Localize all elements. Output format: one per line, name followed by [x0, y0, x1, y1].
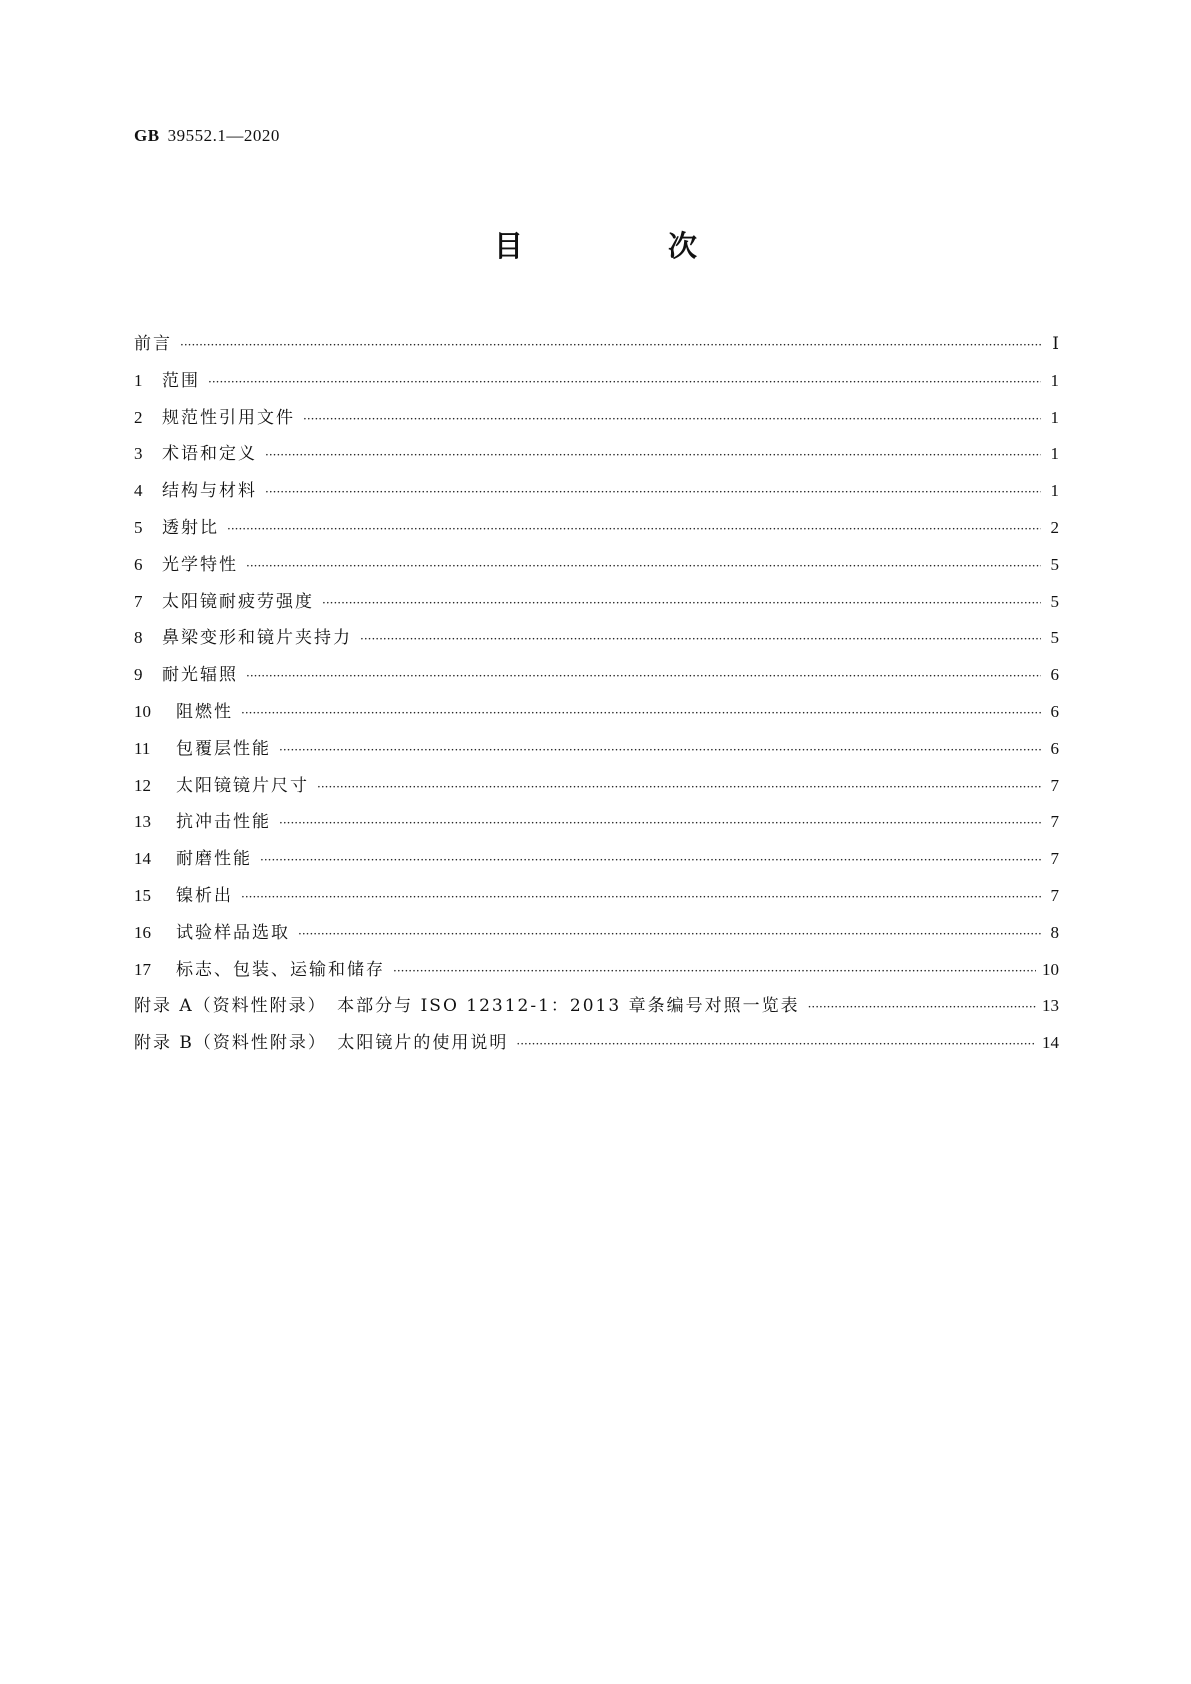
toc-entry-page: 5 [1050, 554, 1059, 574]
toc-entry-page: 1 [1050, 407, 1059, 427]
toc-entry-number: 10 [134, 701, 151, 721]
toc-entry-number: 1 [134, 370, 143, 390]
toc-dot-leader [246, 548, 1041, 585]
toc-entry-page: 5 [1050, 628, 1059, 648]
toc-dot-leader [241, 695, 1041, 732]
toc-entry-page: 7 [1050, 775, 1059, 795]
toc-entry[interactable] [134, 473, 1059, 510]
toc-dot-leader [208, 364, 1041, 401]
toc-entry-number: 3 [134, 444, 143, 464]
toc-entry-label: 结构与材料 [162, 481, 257, 502]
toc-dot-leader [298, 916, 1041, 953]
toc-entry-page: 2 [1050, 517, 1059, 537]
toc-entry-page: 5 [1050, 591, 1059, 611]
toc-entry-label: 术语和定义 [162, 444, 257, 465]
toc-entry[interactable] [134, 657, 1059, 694]
toc-dot-leader [317, 769, 1041, 806]
toc-entry-number: 17 [134, 959, 151, 979]
toc-entry[interactable] [134, 620, 1059, 657]
toc-entry-label: 太阳镜镜片尺寸 [176, 775, 309, 796]
toc-entry-label: 透射比 [162, 517, 219, 538]
toc-entry-label: 附录 A（资料性附录） 本部分与 ISO 12312-1：2013 章条编号对照一览表 [134, 996, 800, 1017]
toc-entry[interactable] [134, 547, 1059, 584]
toc-entry-label: 标志、包装、运输和储存 [176, 959, 385, 980]
toc-entry-label: 包覆层性能 [176, 738, 271, 759]
toc-entry-page: 1 [1050, 481, 1059, 501]
toc-entry-label: 阻燃性 [176, 701, 233, 722]
toc-dot-leader [265, 437, 1041, 474]
toc-entry[interactable] [134, 878, 1059, 915]
toc-entry-number: 5 [134, 517, 143, 537]
toc-entry-label: 前言 [134, 334, 172, 354]
toc-dot-leader [260, 842, 1041, 879]
toc-entry-number: 11 [134, 738, 151, 758]
toc-dot-leader [303, 401, 1041, 438]
toc-entry-label: 太阳镜耐疲劳强度 [162, 591, 314, 612]
toc-entry-label: 试验样品选取 [176, 922, 290, 943]
toc-entry[interactable] [134, 1025, 1059, 1062]
toc-entry[interactable] [134, 952, 1059, 989]
toc-entry-page: 1 [1050, 444, 1059, 464]
toc-dot-leader [322, 585, 1041, 622]
toc-entry-page: 13 [1042, 996, 1059, 1016]
toc-entry-label: 抗冲击性能 [176, 812, 271, 833]
toc-entry[interactable] [134, 363, 1059, 400]
toc-entry-number: 16 [134, 922, 151, 942]
toc-entry-label: 鼻梁变形和镜片夹持力 [162, 628, 352, 649]
toc-entry[interactable] [134, 841, 1059, 878]
toc-entry[interactable] [134, 768, 1059, 805]
toc-entry[interactable] [134, 584, 1059, 621]
toc-entry-number: 13 [134, 812, 151, 832]
toc-entry-page: 7 [1050, 812, 1059, 832]
table-of-contents [134, 326, 1059, 1062]
toc-entry-page: Ⅰ [1052, 334, 1059, 353]
toc-dot-leader [360, 621, 1041, 658]
toc-entry-number: 7 [134, 591, 143, 611]
toc-entry-page: 7 [1050, 849, 1059, 869]
toc-entry-label: 光学特性 [162, 554, 238, 575]
toc-entry-label: 规范性引用文件 [162, 407, 295, 428]
toc-entry[interactable] [134, 694, 1059, 731]
toc-entry-page: 6 [1050, 738, 1059, 758]
toc-entry[interactable] [134, 915, 1059, 952]
toc-entry-label: 附录 B（资料性附录） 太阳镜片的使用说明 [134, 1033, 509, 1054]
toc-entry-page: 14 [1042, 1033, 1059, 1053]
standard-number: 39552.1—2020 [167, 126, 280, 145]
toc-dot-leader [279, 805, 1041, 842]
toc-dot-leader [516, 1026, 1036, 1063]
toc-entry-number: 12 [134, 775, 151, 795]
toc-entry-number: 14 [134, 849, 151, 869]
toc-entry-page: 10 [1042, 959, 1059, 979]
toc-dot-leader [393, 953, 1036, 990]
standard-prefix: GB [134, 126, 160, 145]
toc-dot-leader [180, 327, 1041, 364]
toc-entry[interactable] [134, 436, 1059, 473]
toc-entry-page: 7 [1050, 885, 1059, 905]
toc-entry-label: 耐光辐照 [162, 665, 238, 686]
toc-entry[interactable] [134, 988, 1059, 1025]
toc-dot-leader [265, 474, 1041, 511]
toc-entry-number: 15 [134, 885, 151, 905]
toc-entry-number: 8 [134, 628, 143, 648]
toc-entry-page: 1 [1050, 370, 1059, 390]
toc-entry[interactable] [134, 804, 1059, 841]
toc-entry-number: 9 [134, 665, 143, 685]
toc-entry-number: 2 [134, 407, 143, 427]
toc-entry-label: 镍析出 [176, 885, 233, 906]
toc-dot-leader [241, 879, 1041, 916]
toc-entry-page: 8 [1050, 922, 1059, 942]
toc-entry-page: 6 [1050, 665, 1059, 685]
toc-dot-leader [808, 989, 1036, 1026]
standard-code [134, 126, 280, 146]
toc-entry-label: 耐磨性能 [176, 849, 252, 870]
toc-entry-number: 4 [134, 481, 143, 501]
toc-entry-page: 6 [1050, 701, 1059, 721]
page-title: 目 次 [493, 229, 755, 263]
toc-entry-number: 6 [134, 554, 143, 574]
toc-dot-leader [227, 511, 1041, 548]
toc-entry-label: 范围 [162, 370, 200, 391]
toc-entry[interactable] [134, 731, 1059, 768]
toc-dot-leader [279, 732, 1041, 769]
toc-entry[interactable] [134, 400, 1059, 437]
toc-entry[interactable] [134, 326, 1059, 363]
toc-entry[interactable] [134, 510, 1059, 547]
toc-dot-leader [246, 658, 1041, 695]
